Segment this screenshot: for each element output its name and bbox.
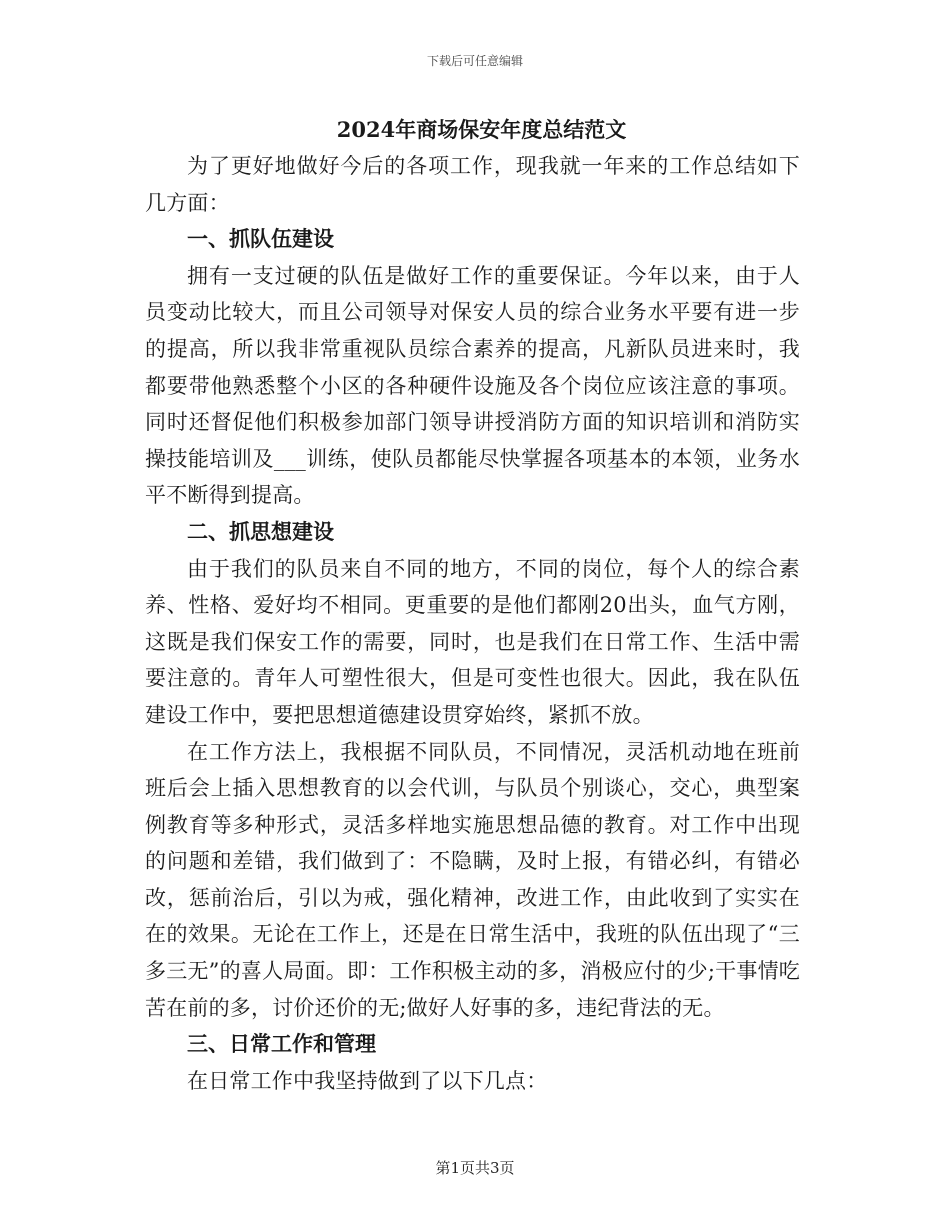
paragraph: 在工作方法上，我根据不同队员，不同情况，灵活机动地在班前班后会上插入思想教育的以会代训，与队员个别谈心，交心，典型案例教育等多种形式，灵活多样地实施思想品德的教育。对工作中出现的问题和差错，我们做到了：不隐瞒，及时上报，有错必纠，有错必改，惩前治后，引以为戒，强化精神，改进工作，由此收到了实实在在的效果。无论在工作上，还是在日常生活中，我班的队伍出现了“三多三无”的喜人局面。即：工作积极主动的多，消极应付的少;干事情吃苦在前的多，讨价还价的无;做好人好事的多，违纪背法的无。 xyxy=(145,739,800,1020)
paragraph: 由于我们的队员来自不同的地方，不同的岗位，每个人的综合素养、性格、爱好均不相同。更重要的是他们都刚20出头，血气方刚，这既是我们保安工作的需要，同时，也是我们在日常工作、生活中需要注意的。青年人可塑性很大，但是可变性也很大。因此，我在队伍建设工作中，要把思想道德建设贯穿始终，紧抓不放。 xyxy=(145,556,800,727)
intro-paragraph: 为了更好地做好今后的各项工作，现我就一年来的工作总结如下几方面： xyxy=(145,154,800,215)
paragraph: 拥有一支过硬的队伍是做好工作的重要保证。今年以来，由于人员变动比较大，而且公司领导对保安人员的综合业务水平要有进一步的提高，所以我非常重视队员综合素养的提高，凡新队员进来时，我都要带他熟悉整个小区的各种硬件设施及各个岗位应该注意的事项。同时还督促他们积极参加部门领导讲授消防方面的知识培训和消防实操技能培训及___训练，使队员都能尽快掌握各项基本的本领，业务水平不断得到提高。 xyxy=(145,263,800,508)
section-heading-daily-work: 三、日常工作和管理 xyxy=(187,1031,376,1057)
paragraph: 在日常工作中我坚持做到了以下几点： xyxy=(187,1068,548,1093)
page-number: 第1页共3页 xyxy=(435,1159,515,1177)
page-header-note: 下载后可任意编辑 xyxy=(426,54,523,68)
document-title: 2024年商场保安年度总结范文 xyxy=(336,117,627,142)
document-body xyxy=(145,112,800,1099)
section-heading-ideology: 二、抓思想建设 xyxy=(187,518,334,544)
section-heading-team-building: 一、抓队伍建设 xyxy=(187,226,334,252)
